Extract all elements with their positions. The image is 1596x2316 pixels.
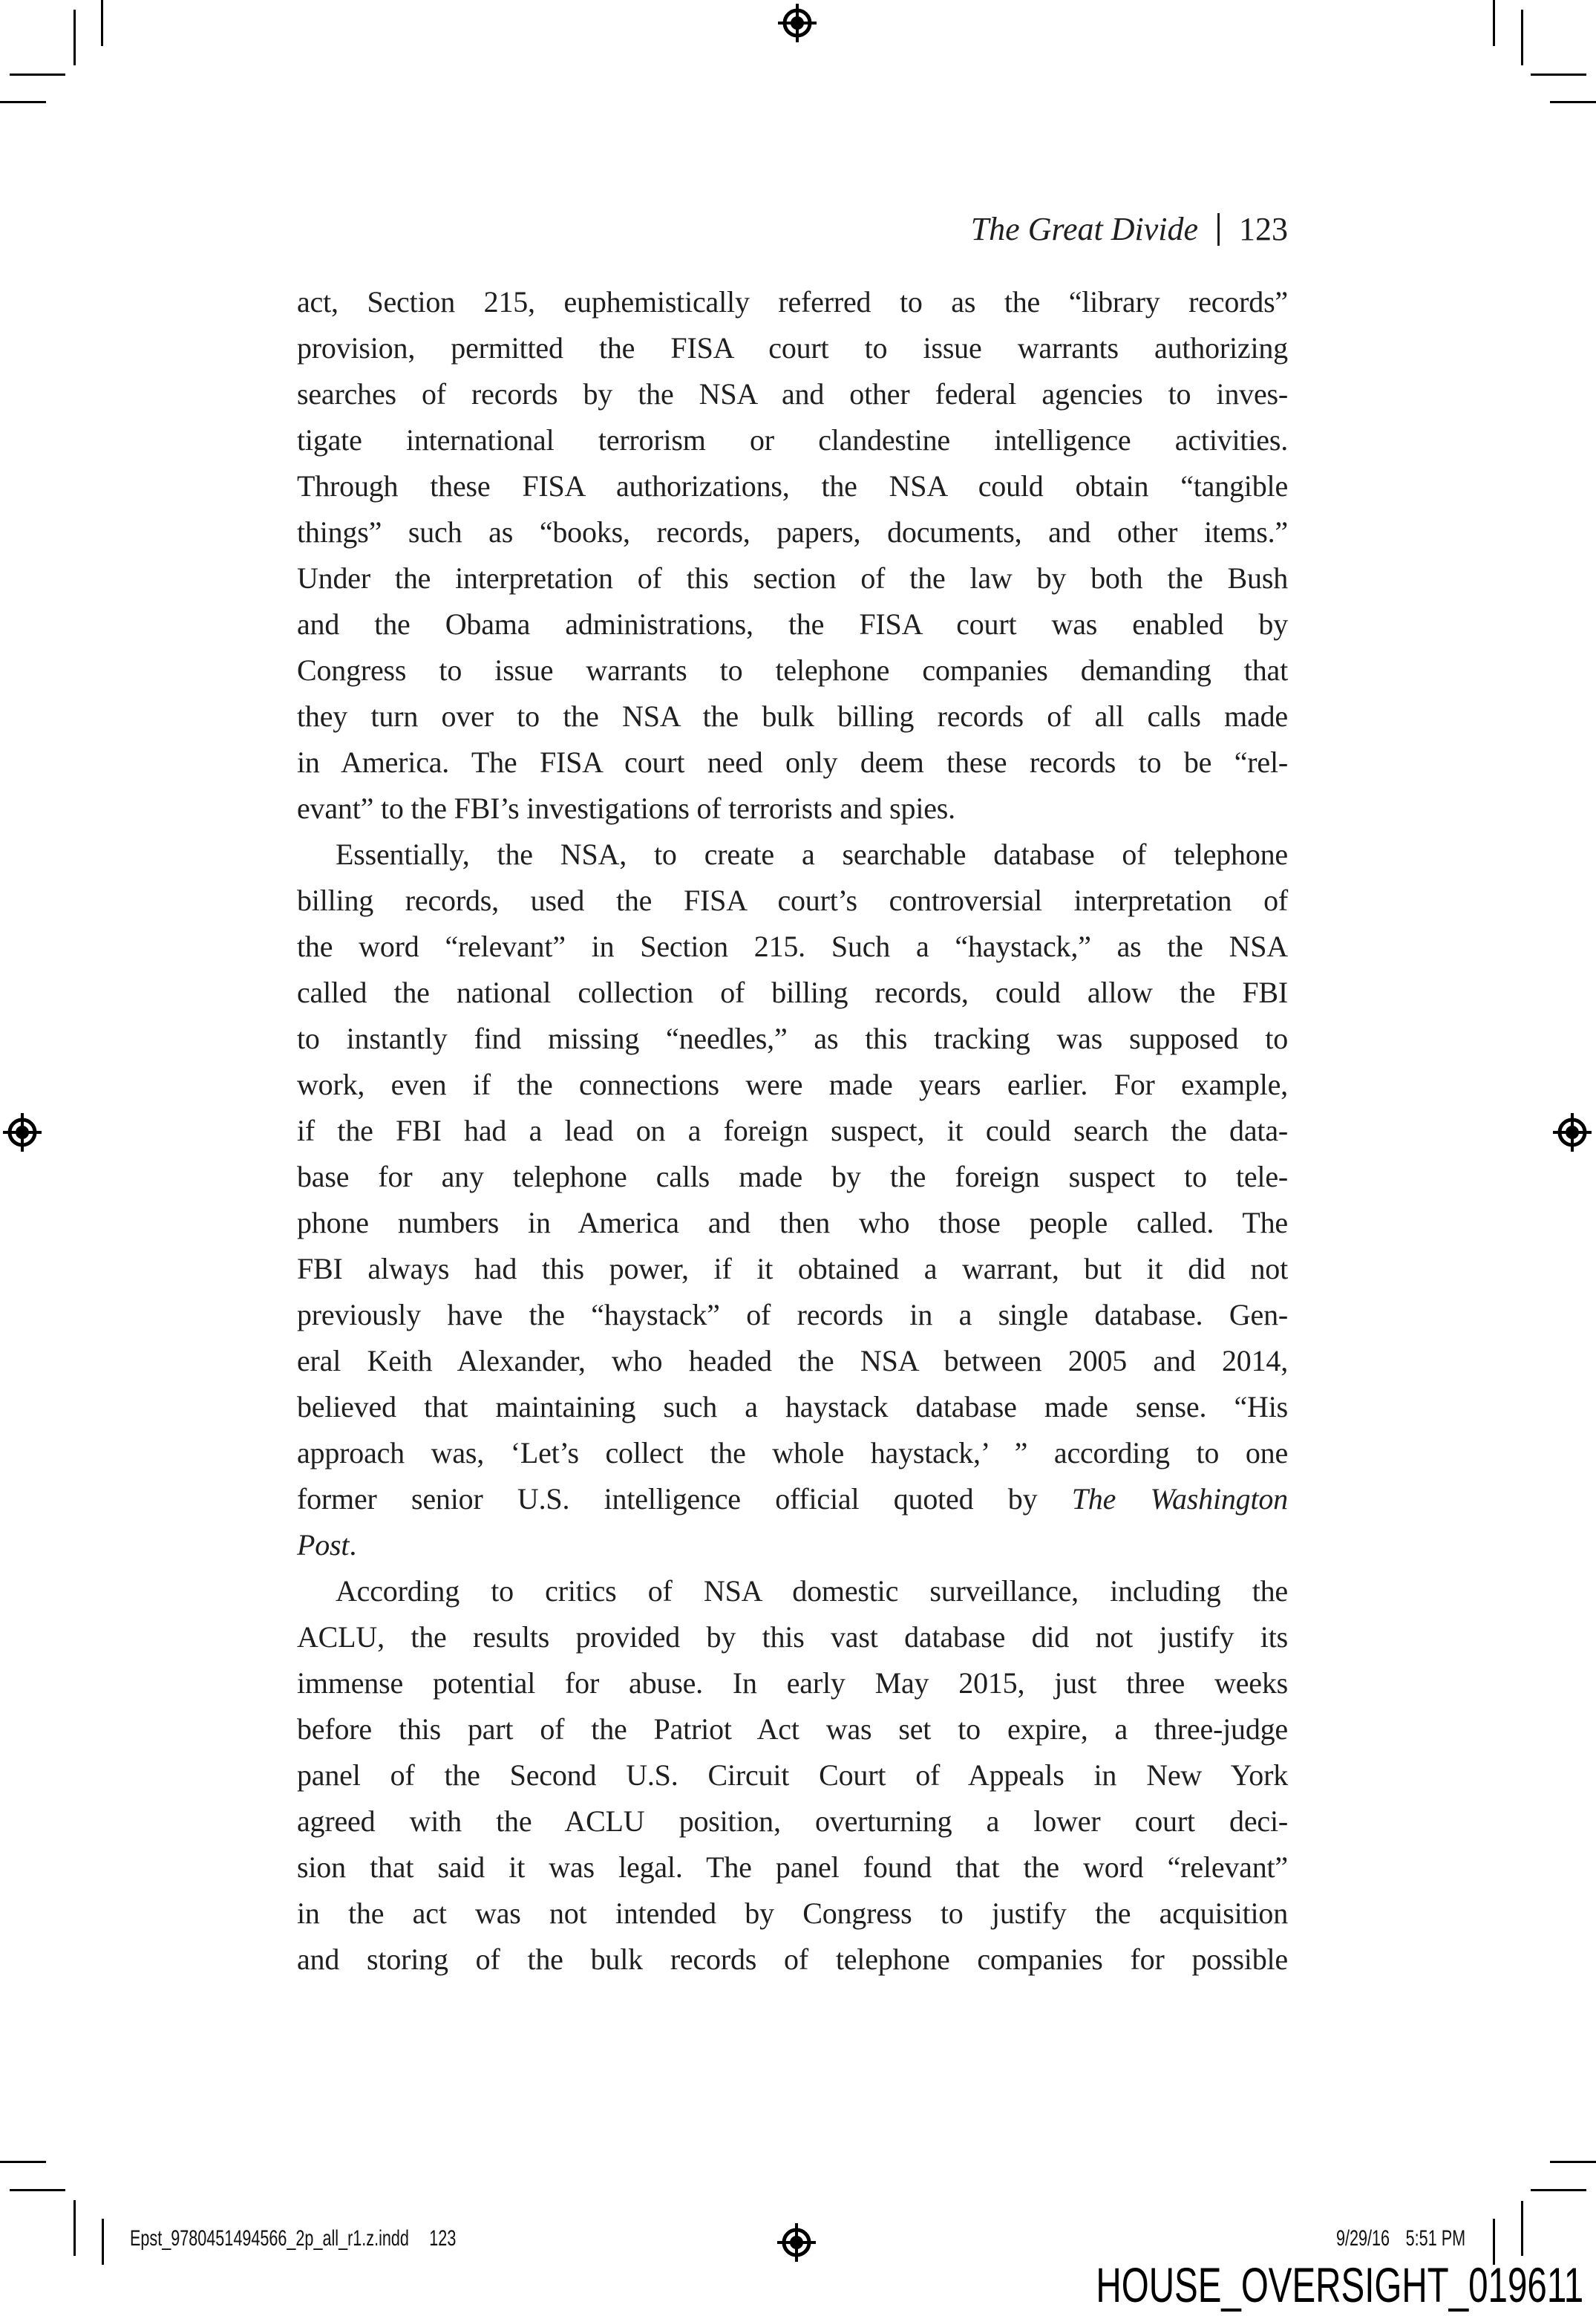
body-line [297, 1568, 1288, 1614]
body-line [297, 878, 1288, 924]
registration-mark-icon [3, 1113, 42, 1152]
body-line [297, 740, 1288, 786]
footer-date: 9/29/16 [1336, 2226, 1390, 2251]
crop-mark-icon [101, 0, 103, 46]
page-number: 123 [1239, 211, 1288, 247]
crop-mark-icon [1521, 2201, 1523, 2256]
body-line [297, 786, 1288, 832]
body-line [297, 1338, 1288, 1384]
header-divider [1217, 213, 1220, 246]
body-line-segment: previously have the “haystack” of records in a single database. Gen- [297, 1298, 1288, 1331]
body-line [297, 1062, 1288, 1108]
crop-mark-icon [1531, 2189, 1586, 2191]
body-line [297, 832, 1288, 878]
body-line-segment: Essentially, the NSA, to create a searchable database of telephone [336, 838, 1288, 871]
crop-mark-icon [0, 101, 46, 103]
crop-mark-icon [1531, 74, 1586, 76]
body-line-segment: things” such as “books, records, papers, documents, and other items.” [297, 515, 1288, 549]
body-line-segment: believed that maintaining such a haystack database made sense. “His [297, 1390, 1288, 1423]
body-line [297, 325, 1288, 371]
body-line-segment: immense potential for abuse. In early May 2015, just three weeks [297, 1666, 1288, 1700]
body-line [297, 1660, 1288, 1706]
body-line [297, 509, 1288, 555]
crop-mark-icon [73, 10, 76, 65]
body-line-segment: agreed with the ACLU position, overturning a lower court deci- [297, 1804, 1288, 1838]
body-line-segment: before this part of the Patriot Act was set to expire, a three-judge [297, 1712, 1288, 1746]
body-line [297, 924, 1288, 970]
body-line [297, 1891, 1288, 1937]
registration-mark-icon [777, 2223, 816, 2262]
body-line-segment: panel of the Second U.S. Circuit Court of Appeals in New York [297, 1758, 1288, 1792]
registration-mark-icon [778, 4, 817, 42]
body-line [297, 1430, 1288, 1476]
body-line [297, 1844, 1288, 1891]
crop-mark-icon [1550, 101, 1596, 103]
body-line [297, 463, 1288, 509]
body-line [297, 1016, 1288, 1062]
body-line-segment: Through these FISA authorizations, the NSA could obtain “tangible [297, 469, 1288, 503]
body-line [297, 371, 1288, 417]
body-text [297, 279, 1288, 1983]
body-line [297, 555, 1288, 601]
body-line [297, 1108, 1288, 1154]
body-line [297, 1522, 1288, 1568]
bates-stamp: HOUSE_OVERSIGHT_019611 [1096, 2257, 1583, 2312]
crop-mark-icon [10, 2189, 65, 2191]
body-line [297, 1706, 1288, 1752]
registration-mark-icon [1553, 1113, 1592, 1152]
body-line [297, 1614, 1288, 1660]
body-line-segment: to instantly find missing “needles,” as this tracking was supposed to [297, 1022, 1288, 1055]
running-head-title: The Great Divide [970, 211, 1198, 247]
body-line-italic-segment: Post [297, 1528, 350, 1562]
body-line-segment: in the act was not intended by Congress to justify the acquisition [297, 1896, 1288, 1930]
body-line-segment: provision, permitted the FISA court to issue warrants authorizing [297, 331, 1288, 365]
body-line [297, 601, 1288, 647]
body-line-segment: According to critics of NSA domestic surveillance, including the [336, 1574, 1288, 1608]
body-line-segment: former senior U.S. intelligence official quoted by [297, 1482, 1072, 1516]
body-line-segment: phone numbers in America and then who those people called. The [297, 1206, 1288, 1239]
footer-timestamp [1336, 2226, 1465, 2251]
body-line [297, 1937, 1288, 1983]
body-line [297, 970, 1288, 1016]
body-line-segment: billing records, used the FISA court’s controversial interpretation of [297, 884, 1288, 917]
body-line [297, 417, 1288, 463]
footer-file-info [130, 2226, 456, 2251]
body-line [297, 1752, 1288, 1798]
body-line [297, 1798, 1288, 1844]
body-line [297, 647, 1288, 694]
body-line-segment: Congress to issue warrants to telephone companies demanding that [297, 653, 1288, 687]
body-line-segment: tigate international terrorism or clandestine intelligence activities. [297, 423, 1288, 457]
body-line-segment: the word “relevant” in Section 215. Such a “haystack,” as the NSA [297, 930, 1288, 963]
body-line [297, 1246, 1288, 1292]
body-line-segment: . [349, 1528, 357, 1562]
crop-mark-icon [10, 74, 65, 76]
body-line [297, 1476, 1288, 1522]
footer-time: 5:51 PM [1405, 2226, 1466, 2251]
body-line-segment: and storing of the bulk records of telephone companies for possible [297, 1942, 1288, 1976]
body-line-segment: Under the interpretation of this section of the law by both the Bush [297, 561, 1288, 595]
crop-mark-icon [0, 2161, 46, 2163]
body-line-segment: eral Keith Alexander, who headed the NSA between 2005 and 2014, [297, 1344, 1288, 1377]
body-line-segment: if the FBI had a lead on a foreign suspect, it could search the data- [297, 1114, 1288, 1147]
body-line-segment: base for any telephone calls made by the foreign suspect to tele- [297, 1160, 1288, 1193]
body-line-segment: work, even if the connections were made years earlier. For example, [297, 1068, 1288, 1101]
body-line-italic-segment: The Washington [1071, 1482, 1288, 1516]
body-line-segment: in America. The FISA court need only deem these records to be “rel- [297, 746, 1288, 779]
body-line-segment: evant” to the FBI’s investigations of terrorists and spies. [297, 792, 955, 825]
body-line [297, 279, 1288, 325]
crop-mark-icon [73, 2200, 76, 2256]
body-line-segment: called the national collection of billing records, could allow the FBI [297, 976, 1288, 1009]
body-line-segment: ACLU, the results provided by this vast database did not justify its [297, 1620, 1288, 1654]
body-line-segment: approach was, ‘Let’s collect the whole haystack,’ ” according to one [297, 1436, 1288, 1469]
running-header [971, 212, 1288, 247]
footer-file-name: Epst_9780451494566_2p_all_r1.z.indd [130, 2226, 409, 2251]
body-line [297, 694, 1288, 740]
body-line-segment: sion that said it was legal. The panel found that the word “relevant” [297, 1850, 1288, 1884]
crop-mark-icon [1521, 10, 1523, 65]
body-line-segment: they turn over to the NSA the bulk billing records of all calls made [297, 699, 1288, 733]
body-line [297, 1200, 1288, 1246]
crop-mark-icon [1493, 0, 1495, 46]
footer-file-page: 123 [429, 2226, 457, 2251]
body-line [297, 1384, 1288, 1430]
body-line-segment: and the Obama administrations, the FISA court was enabled by [297, 607, 1288, 641]
body-line-segment: act, Section 215, euphemistically referred to as the “library records” [297, 285, 1288, 319]
crop-mark-icon [102, 2219, 104, 2265]
body-line-segment: searches of records by the NSA and other federal agencies to inves- [297, 377, 1288, 411]
body-line [297, 1292, 1288, 1338]
body-line-segment: FBI always had this power, if it obtained a warrant, but it did not [297, 1252, 1288, 1285]
crop-mark-icon [1550, 2161, 1596, 2163]
body-line [297, 1154, 1288, 1200]
